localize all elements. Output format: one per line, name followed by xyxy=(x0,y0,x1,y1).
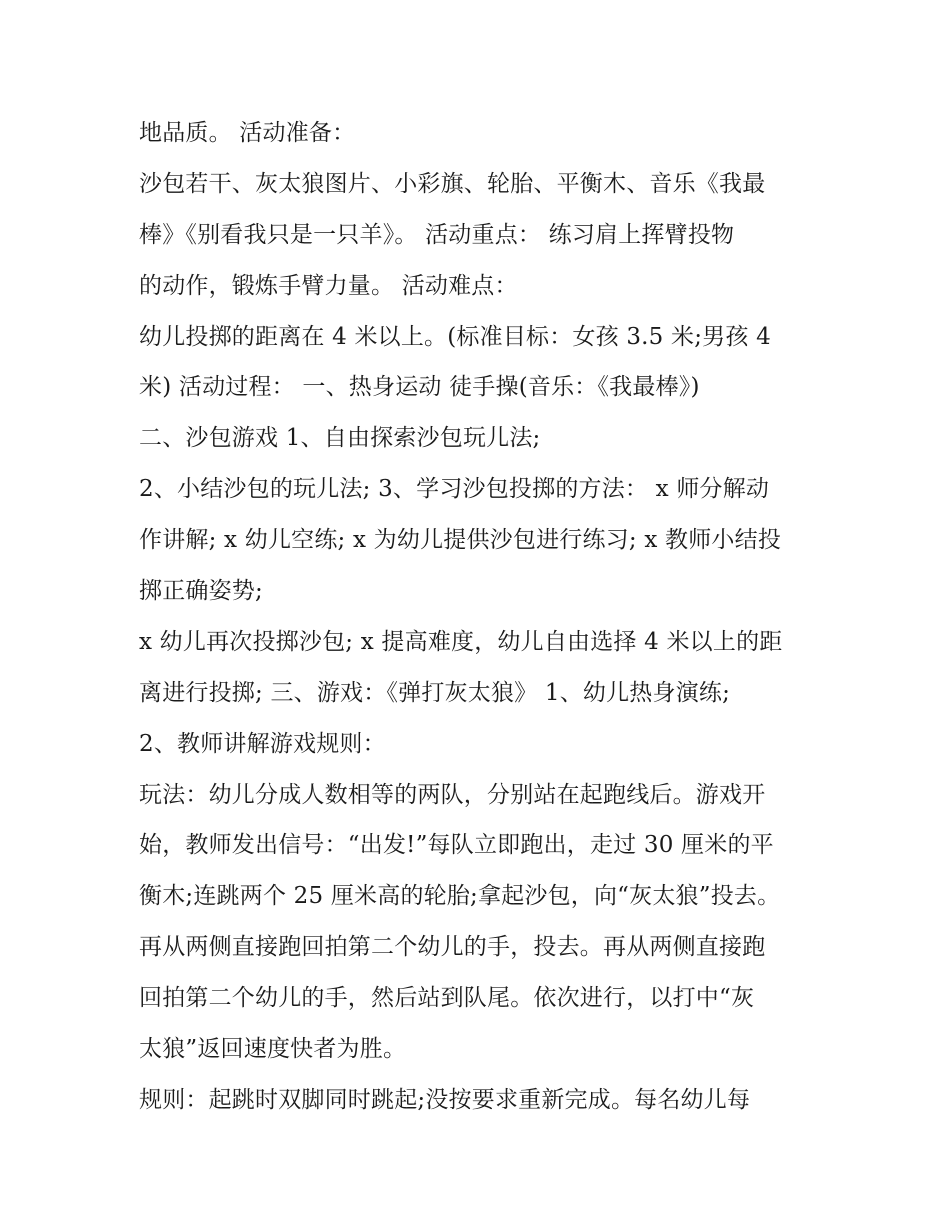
text-line: 2、教师讲解游戏规则： xyxy=(139,730,386,757)
text-line: 始，教师发出信号：“出发!”每队立即跑出，走过 30 厘米的平 xyxy=(139,832,774,859)
text-line: 太狼”返回速度快者为胜。 xyxy=(139,1036,407,1063)
text-line: 米) 活动过程： 一、热身运动 徒手操(音乐：《我最棒》) xyxy=(139,374,700,401)
text-line: 幼儿投掷的距离在 4 米以上。(标准目标：女孩 3.5 米;男孩 4 xyxy=(139,323,771,350)
text-line: 回拍第二个幼儿的手，然后站到队尾。依次进行，以打中“灰 xyxy=(139,985,755,1012)
text-line: 再从两侧直接跑回拍第二个幼儿的手，投去。再从两侧直接跑 xyxy=(139,934,766,961)
text-line: 玩法：幼儿分成人数相等的两队，分别站在起跑线后。游戏开 xyxy=(139,781,766,808)
text-line: 离进行投掷; 三、游戏：《弹打灰太狼》 1、幼儿热身演练; xyxy=(139,679,731,706)
text-line: 地品质。 活动准备： xyxy=(139,120,356,146)
text-line: 掷正确姿势; xyxy=(139,578,263,605)
text-line: 作讲解; x 幼儿空练; x 为幼儿提供沙包进行练习; x 教师小结投 xyxy=(139,527,782,554)
text-line: x 幼儿再次投掷沙包; x 提高难度，幼儿自由选择 4 米以上的距 xyxy=(139,628,783,655)
text-line: 二、沙包游戏 1、自由探索沙包玩儿法; xyxy=(139,425,541,452)
text-line: 沙包若干、灰太狼图片、小彩旗、轮胎、平衡木、音乐《我最 xyxy=(139,170,766,197)
text-line: 的动作，锻炼手臂力量。 活动难点： xyxy=(139,272,518,299)
text-line: 规则：起跳时双脚同时跳起;没按要求重新完成。每名幼儿每 xyxy=(139,1086,751,1113)
document-body xyxy=(139,108,819,1126)
text-line: 2、小结沙包的玩儿法; 3、学习沙包投掷的方法： x 师分解动 xyxy=(139,476,770,503)
text-line: 棒》《别看我只是一只羊》。 活动重点： 练习肩上挥臂投物 xyxy=(139,221,735,248)
text-line: 衡木;连跳两个 25 厘米高的轮胎;拿起沙包，向“灰太狼”投去。 xyxy=(139,883,781,910)
